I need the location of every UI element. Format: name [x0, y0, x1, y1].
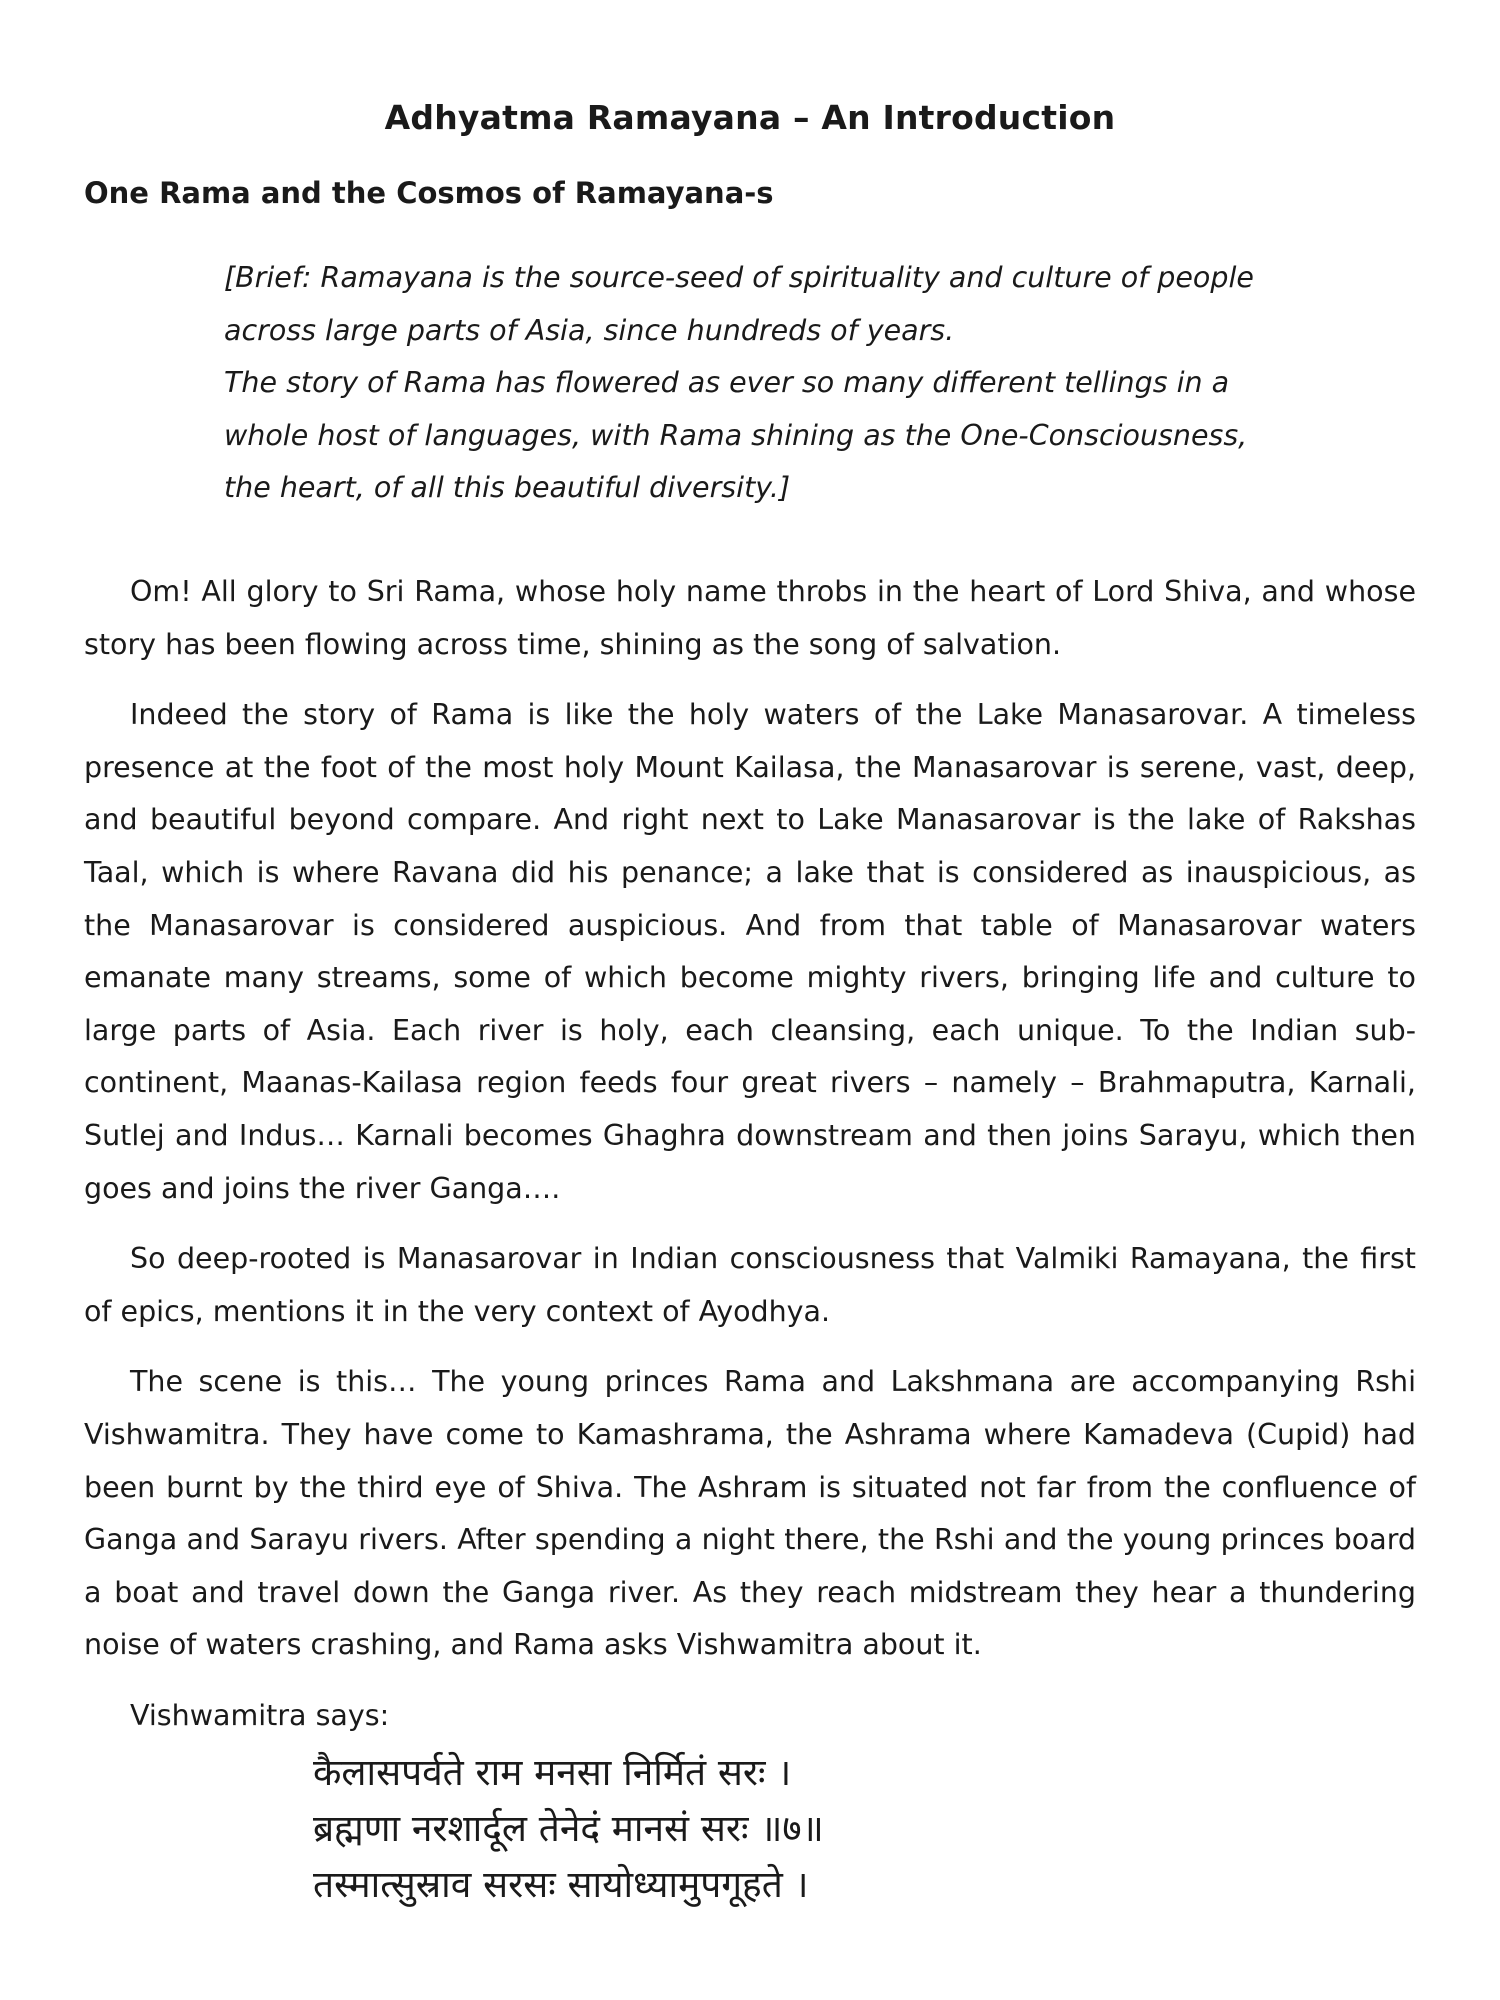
body-text: [84, 566, 1416, 1742]
brief-line: The story of Rama has flowered as ever so many different tellings in a: [224, 366, 1230, 399]
sanskrit-verse: [313, 1745, 824, 1913]
speaker-line: Vishwamitra says:: [130, 1698, 390, 1732]
paragraph: So deep-rooted is Manasarovar in Indian consciousness that Valmiki Ramayana, the first of epics, mentions it in the very context of Ayodhya.: [84, 1242, 1416, 1328]
paragraph: The scene is this… The young princes Rama and Lakshmana are accompanying Rshi Vishwamitra. They have come to Kamashrama, the Ashrama where Kamadeva (Cupid) had been burnt by the third eye of Shiva. The Ashram is situated not far from the confluence of Ganga and Sarayu rivers. After spending a night there, the Rshi and the young princes board a boat and travel down the Ganga river. As they reach midstream they hear a thundering noise of waters crashing, and Rama asks Vishwamitra about it.: [84, 1365, 1416, 1662]
section-subtitle: One Rama and the Cosmos of Ramayana-s: [84, 176, 774, 210]
brief-line: whole host of languages, with Rama shining as the One-Consciousness,: [224, 418, 1248, 452]
verse-line: ब्रह्मणा नरशार्दूल तेनेदं मानसं सरः ॥७॥: [313, 1807, 824, 1850]
verse-line: कैलासपर्वते राम मनसा निर्मितं सरः ।: [313, 1751, 792, 1794]
paragraph: Indeed the story of Rama is like the holy waters of the Lake Manasarovar. A timeless presence at the foot of the most holy Mount Kailasa, the Manasarovar is serene, vast, deep, and beautiful beyond compare. And right next to Lake Manasarovar is the lake of Rakshas Taal, which is where Ravana did his penance; a lake that is considered as inauspicious, as the Manasarovar is considered auspicious. And from that table of Manasarovar waters emanate many streams, some of which become mighty rivers, bringing life and culture to large parts of Asia. Each river is holy, each cleansing, each unique. To the Indian sub-continent, Maanas-Kailasa region feeds four great rivers – namely – Brahmaputra, Karnali, Sutlej and Indus… Karnali becomes Ghaghra downstream and then joins Sarayu, which then goes and joins the river Ganga….: [84, 698, 1416, 1205]
paragraph: Om! All glory to Sri Rama, whose holy name throbs in the heart of Lord Shiva, and whose story has been flowing across time, shining as the song of salvation.: [84, 575, 1416, 661]
brief-block: [224, 252, 1294, 515]
verse-line: तस्मात्सुस्राव सरसः सायोध्यामुपगूहते ।: [313, 1863, 809, 1906]
page-title: Adhyatma Ramayana – An Introduction: [384, 98, 1116, 137]
brief-line: [Brief: Ramayana is the source-seed of spirituality and culture of people: [224, 261, 1254, 294]
brief-line: across large parts of Asia, since hundreds of years.: [224, 313, 955, 347]
brief-line: the heart, of all this beautiful diversity.]: [224, 471, 791, 504]
